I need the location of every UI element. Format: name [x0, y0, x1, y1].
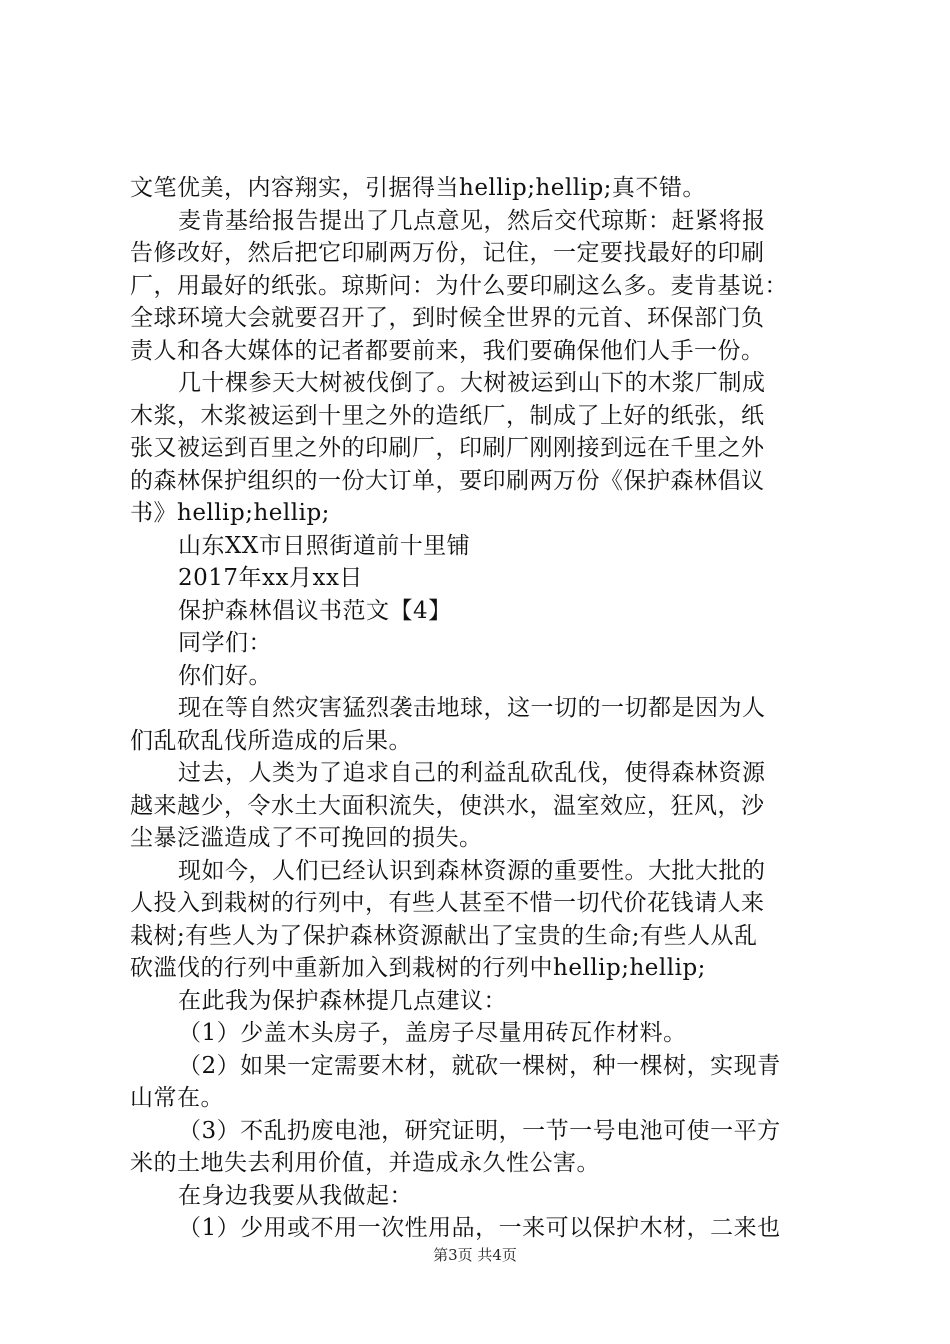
text-line: 保护森林倡议书范文【4】: [178, 597, 452, 624]
text-line: 的森林保护组织的一份大订单，要印刷两万份《保护森林倡议: [130, 467, 765, 494]
text-line: 在此我为保护森林提几点建议：: [178, 987, 507, 1014]
text-line: 责人和各大媒体的记者都要前来，我们要确保他们人手一份。: [130, 337, 765, 364]
text-line: 你们好。: [178, 662, 272, 689]
text-line: 书》hellip;hellip;: [130, 500, 330, 526]
text-line: 厂，用最好的纸张。琼斯问：为什么要印刷这么多。麦肯基说：: [130, 272, 788, 299]
text-line: 山东XX市日照街道前十里铺: [178, 532, 471, 559]
text-line: 尘暴泛滥造成了不可挽回的损失。: [130, 825, 483, 851]
text-line: 2017年xx月xx日: [178, 565, 363, 591]
page-number-indicator: 第3页 共4页: [433, 1246, 517, 1264]
text-line: 在身边我要从我做起：: [178, 1182, 413, 1209]
text-line: 现如今，人们已经认识到森林资源的重要性。大批大批的: [178, 857, 766, 884]
text-line: 砍滥伐的行列中重新加入到栽树的行列中hellip;hellip;: [130, 955, 706, 981]
text-line: （3）不乱扔废电池，研究证明，一节一号电池可使一平方: [178, 1117, 781, 1144]
text-line: 们乱砍乱伐所造成的后果。: [130, 727, 412, 754]
text-line: 麦肯基给报告提出了几点意见，然后交代琼斯：赶紧将报: [178, 207, 766, 234]
text-line: 米的土地失去利用价值，并造成永久性公害。: [130, 1150, 600, 1176]
text-line: 现在等自然灾害猛烈袭击地球，这一切的一切都是因为人: [178, 695, 766, 721]
text-line: 告修改好，然后把它印刷两万份，记住，一定要找最好的印刷: [130, 240, 765, 266]
document-body: [130, 172, 830, 1245]
text-line: （2）如果一定需要木材，就砍一棵树，种一棵树，实现青: [178, 1052, 781, 1079]
text-line: 几十棵参天大树被伐倒了。大树被运到山下的木浆厂制成: [178, 370, 766, 396]
text-line: 越来越少，令水土大面积流失，使洪水，温室效应，狂风，沙: [130, 792, 765, 819]
text-line: （1）少盖木头房子，盖房子尽量用砖瓦作材料。: [178, 1020, 687, 1046]
page-footer: [0, 1245, 950, 1265]
text-line: （1）少用或不用一次性用品，一来可以保护木材，二来也: [178, 1215, 781, 1241]
text-line: 山常在。: [130, 1085, 224, 1111]
text-line: 文笔优美，内容翔实，引据得当hellip;hellip;真不错。: [130, 175, 706, 201]
text-line: 全球环境大会就要召开了，到时候全世界的元首、环保部门负: [130, 305, 765, 331]
text-line: 同学们：: [178, 630, 272, 656]
text-line: 张又被运到百里之外的印刷厂，印刷厂刚刚接到远在千里之外: [130, 435, 765, 461]
text-line: 栽树;有些人为了保护森林资源献出了宝贵的生命;有些人从乱: [130, 922, 758, 949]
text-line: 人投入到栽树的行列中，有些人甚至不惜一切代价花钱请人来: [130, 890, 765, 916]
text-line: 过去，人类为了追求自己的利益乱砍乱伐，使得森林资源: [178, 760, 766, 786]
text-line: 木浆，木浆被运到十里之外的造纸厂，制成了上好的纸张，纸: [130, 402, 765, 429]
